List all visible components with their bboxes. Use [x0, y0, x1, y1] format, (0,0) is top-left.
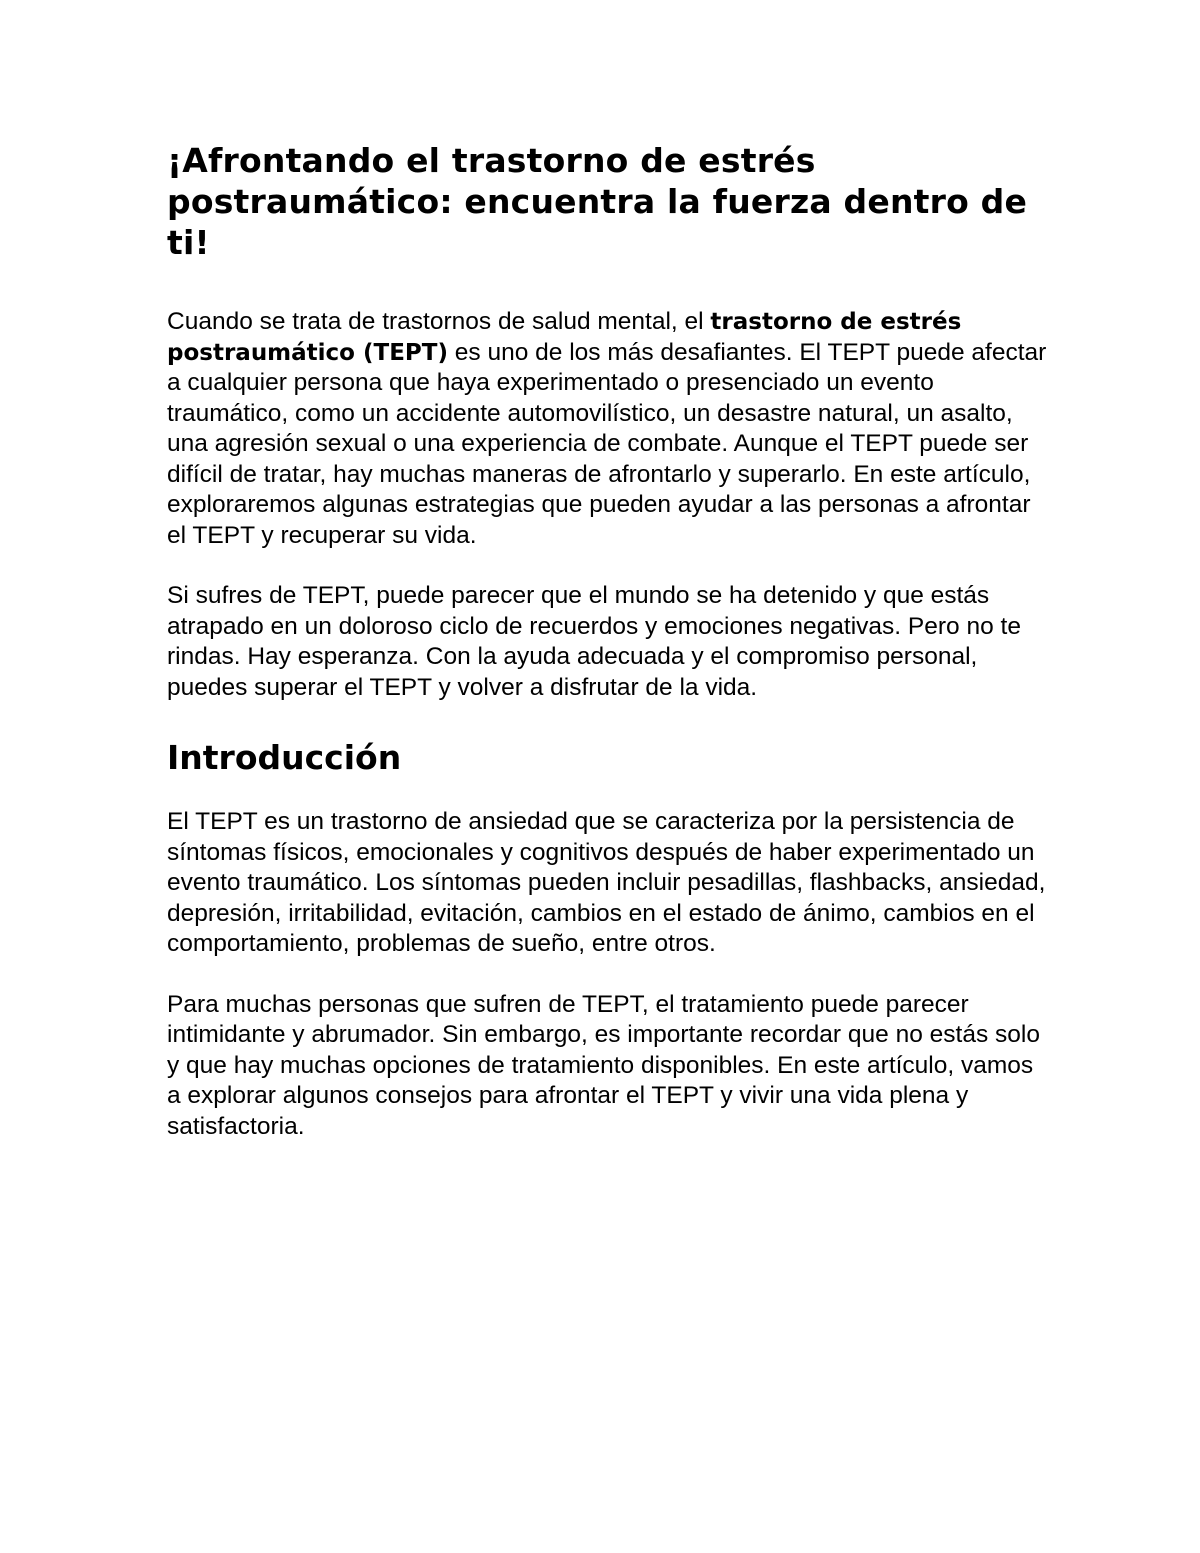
intro-text-before: Cuando se trata de trastornos de salud mental, el — [167, 308, 711, 335]
paragraph-hope: Si sufres de TEPT, puede parecer que el mundo se ha detenido y que estás atrapado en un doloroso ciclo de recuerdos y emociones negativas. Pero no te rindas. Hay esperanza. Con la ayuda adecuada y el compromiso personal, puedes superar el TEPT y volver a disfrutar de la vida. — [167, 582, 1021, 701]
document-page — [167, 140, 1047, 1172]
intro-bold-term: trastorno de estrés postraumático (TEPT) — [167, 309, 962, 366]
paragraph-definition: El TEPT es un trastorno de ansiedad que se caracteriza por la persistencia de síntomas físicos, emocionales y cognitivos después de haber experimentado un evento traumático. Los síntomas pueden incluir pesadillas, flashbacks, ansiedad, depresión, irritabilidad, evitación, cambios en el estado de ánimo, cambios en el comportamiento, problemas de sueño, entre otros. — [167, 808, 1046, 957]
intro-text-after: es uno de los más desafiantes. El TEPT puede afectar a cualquier persona que haya experimentado o presenciado un evento traumático, como un accidente automovilístico, un desastre natural, un asalto, una agresión sexual o una experiencia de combate. Aunque el TEPT puede ser difícil de tratar, hay muchas maneras de afrontarlo y superarlo. En este artículo, exploraremos algunas estrategias que pueden ayudar a las personas a afrontar el TEPT y recuperar su vida. — [167, 338, 1047, 549]
intro-paragraph — [167, 307, 1047, 551]
paragraph-treatment: Para muchas personas que sufren de TEPT, el tratamiento puede parecer intimidante y abrumador. Sin embargo, es importante recordar que no estás solo y que hay muchas opciones de tratamiento disponibles. En este artículo, vamos a explorar algunos consejos para afrontar el TEPT y vivir una vida plena y satisfactoria. — [167, 990, 1040, 1140]
section-heading-introduccion: Introducción — [167, 738, 402, 777]
document-title: ¡Afrontando el trastorno de estrés postraumático: encuentra la fuerza dentro de ti! — [167, 141, 1028, 262]
